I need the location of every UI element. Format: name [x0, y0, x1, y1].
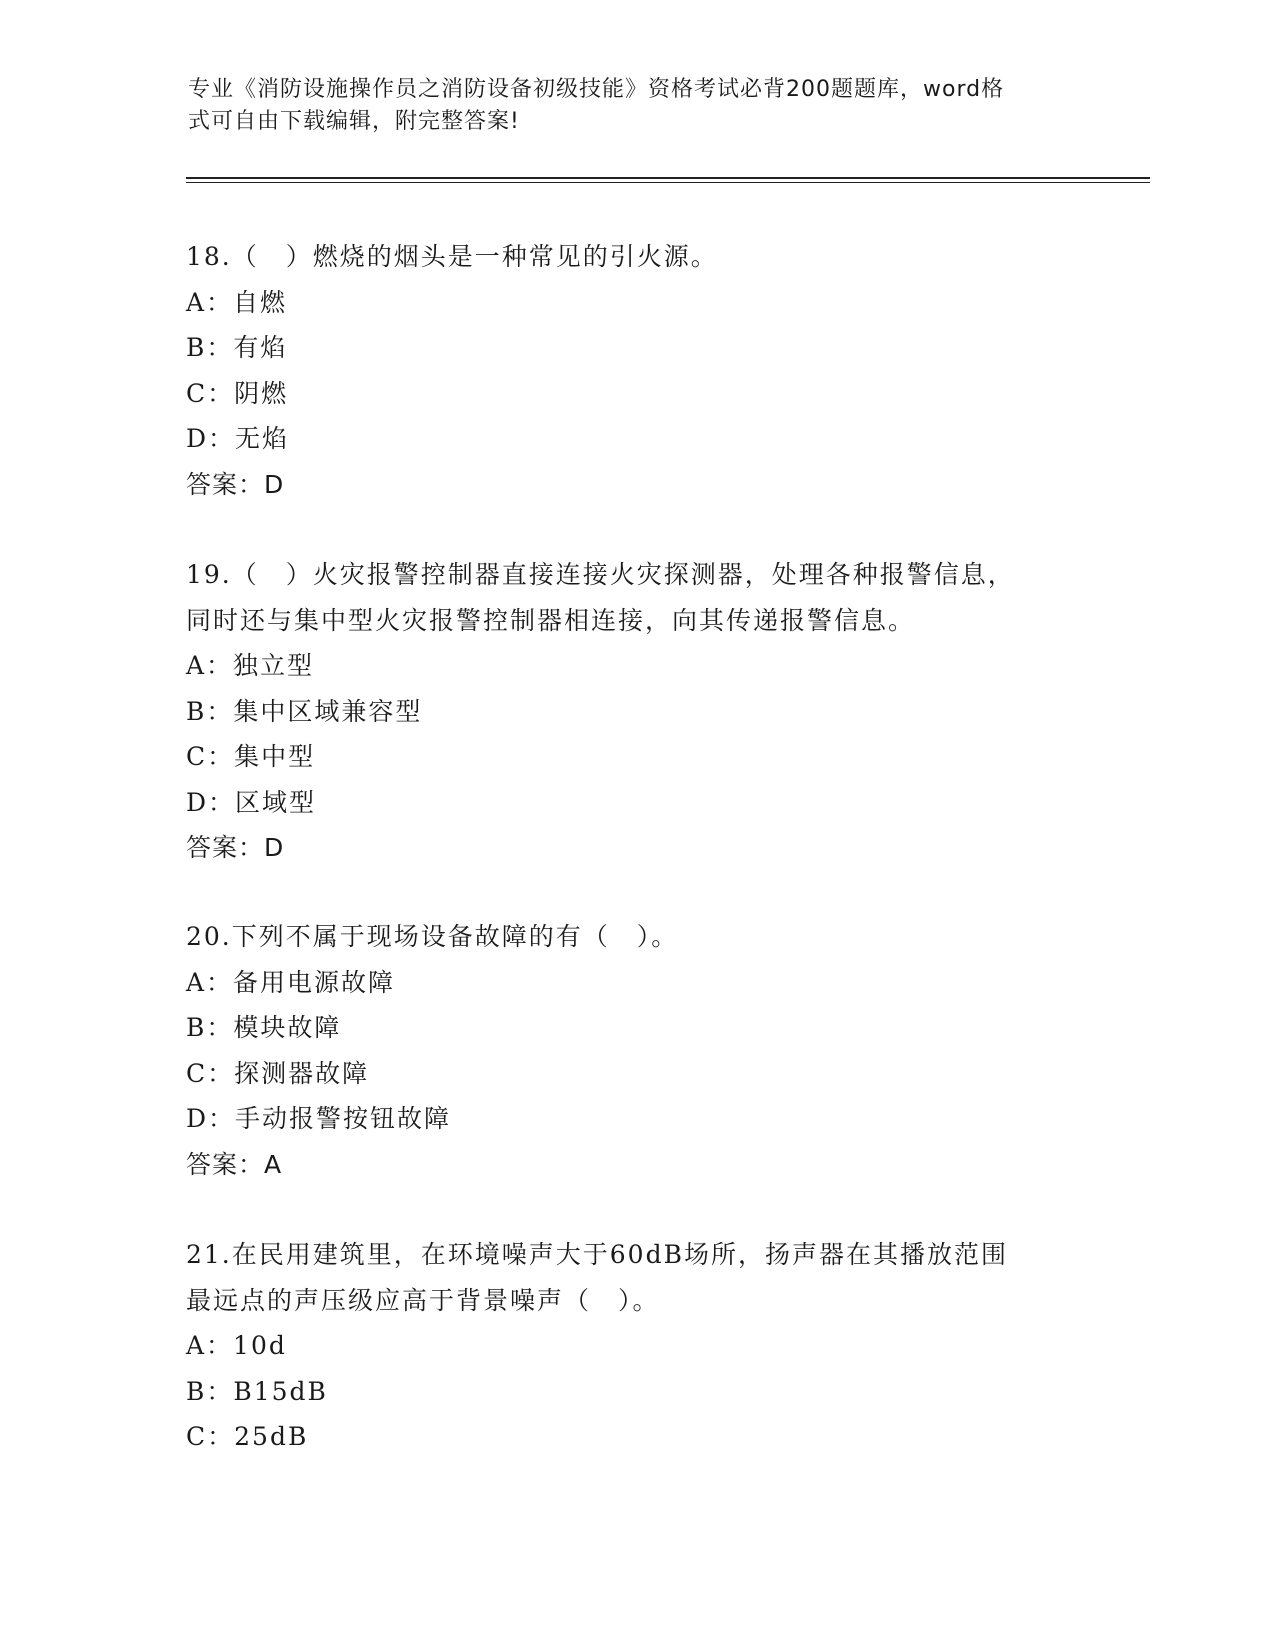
option-c: C：集中型: [186, 742, 316, 771]
question-stem-continued: 同时还与集中型火灾报警控制器相连接，向其传递报警信息。: [186, 605, 916, 635]
option-d: D：无焰: [186, 424, 290, 453]
option-c: C：阴燃: [186, 378, 289, 408]
header-divider-thin: [186, 182, 1150, 183]
option-a: A：备用电源故障: [186, 967, 396, 997]
question-19: [186, 552, 1086, 871]
question-stem-continued: 最远点的声压级应高于背景噪声（ ）。: [186, 1285, 660, 1315]
header-line-1: 专业《消防设施操作员之消防设备初级技能》资格考试必背200题题库，word格: [188, 77, 1005, 102]
answer: 答案：A: [186, 1149, 283, 1179]
question-stem: 21.在民用建筑里，在环境噪声大于60dB场所，扬声器在其播放范围: [186, 1240, 1008, 1269]
option-b: B：有焰: [186, 333, 288, 362]
option-b: B：集中区域兼容型: [186, 696, 423, 726]
option-a: A：独立型: [186, 651, 315, 680]
question-20: [186, 914, 1086, 1187]
option-b: B：模块故障: [186, 1013, 342, 1042]
document-header: [188, 74, 1088, 138]
question-stem: 18.（ ）燃烧的烟头是一种常见的引火源。: [186, 242, 718, 271]
header-line-2: 式可自由下载编辑，附完整答案!: [188, 109, 520, 134]
option-a: A：自燃: [186, 287, 288, 317]
question-18: [186, 234, 1086, 507]
option-c: C：探测器故障: [186, 1058, 370, 1088]
answer: 答案：D: [186, 833, 285, 862]
option-d: D：手动报警按钮故障: [186, 1104, 452, 1133]
question-21: [186, 1232, 1086, 1460]
option-d: D：区域型: [186, 787, 317, 817]
question-stem: 20.下列不属于现场设备故障的有（ ）。: [186, 922, 679, 951]
option-c: C：25dB: [186, 1422, 309, 1451]
option-a: A：10d: [186, 1331, 287, 1360]
answer: 答案：D: [186, 469, 285, 499]
header-divider-thick: [186, 177, 1150, 179]
question-stem: 19.（ ）火灾报警控制器直接连接火灾探测器，处理各种报警信息，: [186, 560, 1015, 589]
option-b: B：B15dB: [186, 1376, 328, 1406]
